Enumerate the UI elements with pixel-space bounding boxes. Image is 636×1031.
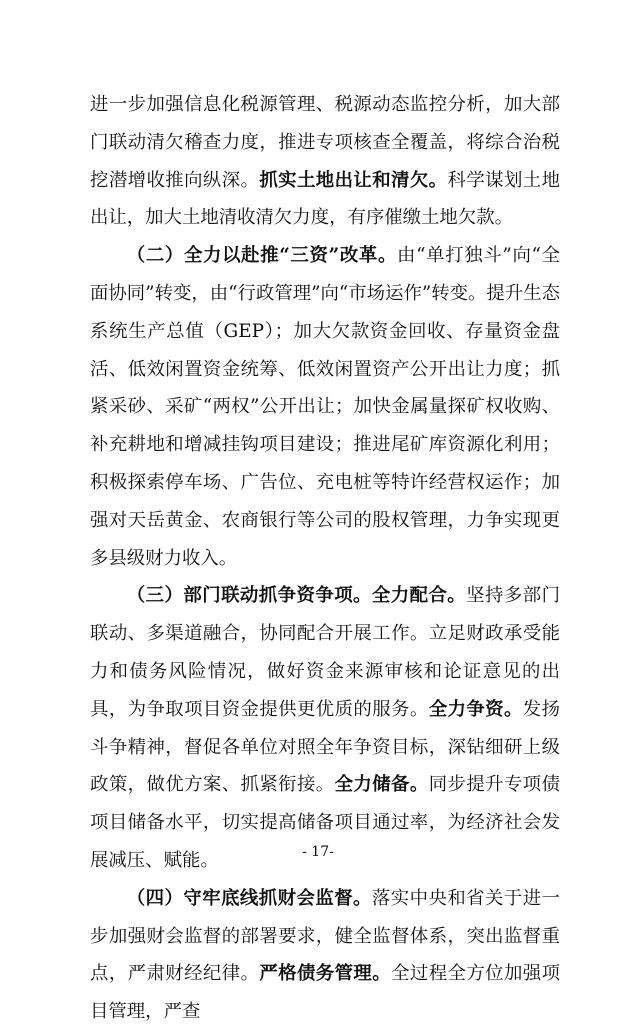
- bold-heading: 全力储备。: [334, 774, 429, 796]
- section-heading: （三）部门联动抓争资争项。全力配合。: [126, 585, 467, 607]
- text-run: 全过程全方位加强项目管理，严查: [90, 963, 560, 1023]
- bold-heading: 严格债务管理。: [259, 963, 392, 985]
- bold-heading: 全力争资。: [428, 698, 523, 720]
- bold-heading: 抓实土地出让和清欠。: [259, 169, 448, 191]
- section-heading: （四）守牢底线抓财会监督。: [126, 887, 372, 909]
- text-run: 坚持多部门联动、多渠道融合，协同配合开展工作。立足财政承受能力和债务风险情况，做好资金来源审核和论证意见的出具，为争取项目资金提供更优质的服务。: [90, 585, 560, 720]
- document-body: [90, 86, 560, 1031]
- text-run: 落实中央和省关于进一步加强财会监督的部署要求，健全监督体系，突出监督重点，严肃财经纪律。: [90, 887, 560, 985]
- text-run: 同步提升专项债项目储备水平，切实提高储备项目通过率，为经济社会发展减压、赋能。: [90, 774, 560, 871]
- text-run: 发扬斗争精神，督促各单位对照全年争资目标，深钻细研上级政策，做优方案、抓紧衔接。: [90, 698, 560, 796]
- text-run: 由“单打独斗”向“全面协同”转变，由“行政管理”向“市场运作”转变。提升生态系统生产总值（GEP）；加大欠款资金回收、存量资金盘活、低效闲置资金统筹、低效闲置资产公开出让力度；抓紧采砂、采矿“两权”公开出让；加快金属量探矿权收购、补充耕地和增减挂钩项目建设；推进尾矿库资源化利用；积极探索停车场、广告位、充电桩等特许经营权运作；加强对天岳黄金、农商银行等公司的股权管理，力争实现更多县级财力收入。: [90, 245, 560, 569]
- section-heading: （二）全力以赴推“三资”改革。: [126, 245, 398, 267]
- paragraph: [90, 86, 560, 237]
- page-number: - 17-: [302, 844, 334, 860]
- paragraph: [90, 237, 560, 577]
- paragraph: [90, 880, 560, 1031]
- text-run: 科学谋划土地出让，加大土地清收清欠力度，有序催缴土地欠款。: [90, 169, 560, 229]
- paragraph: [90, 577, 560, 879]
- text-run: 进一步加强信息化税源管理、税源动态监控分析，加大部门联动清欠稽查力度，推进专项核查全覆盖，将综合治税挖潜增收推向纵深。: [90, 94, 560, 191]
